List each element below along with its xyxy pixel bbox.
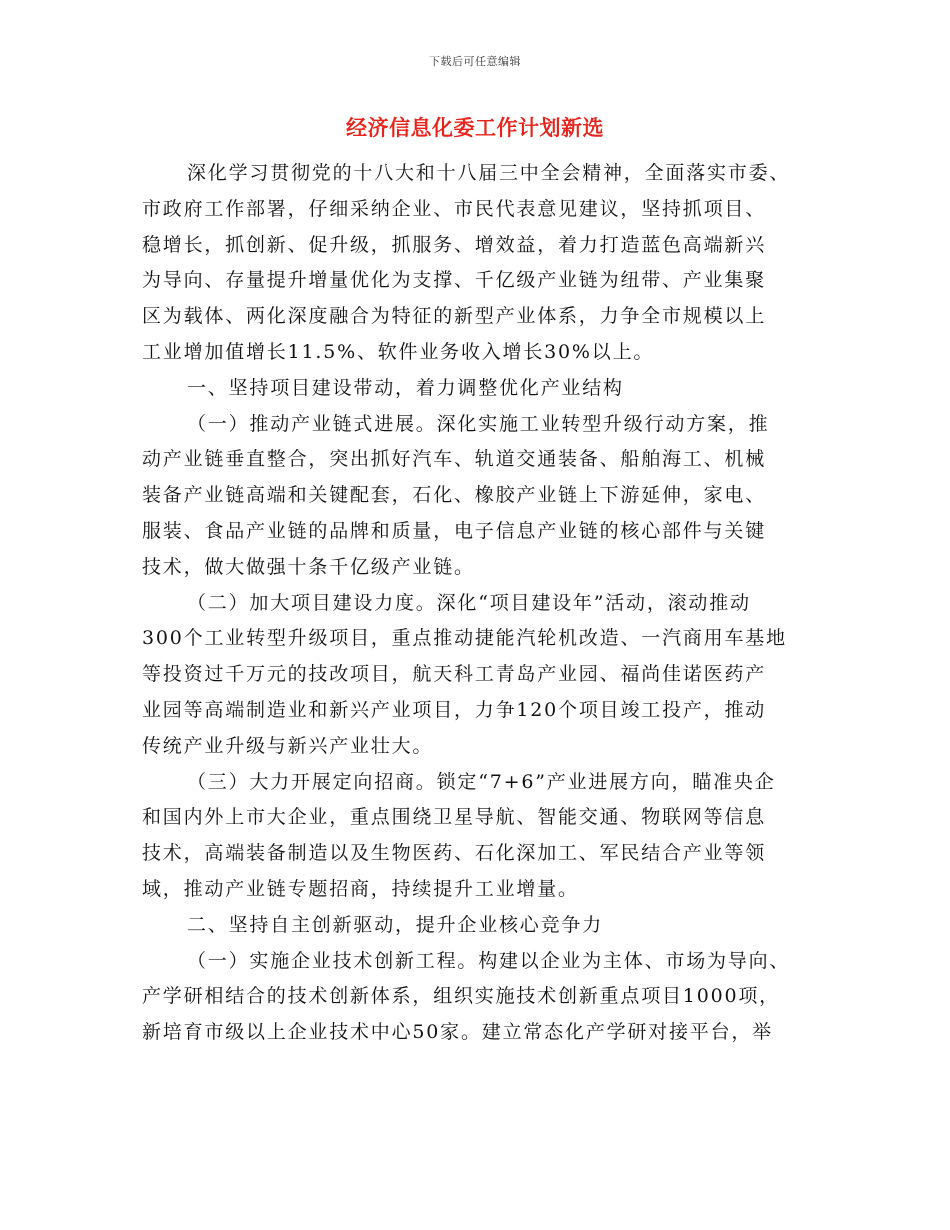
text-line: （二）加大项目建设力度。深化“项目建设年”活动，滚动推动 bbox=[187, 591, 751, 614]
text-line: （一）推动产业链式进展。深化实施工业转型升级行动方案，推 bbox=[187, 412, 770, 435]
text-line: 技术，做大做强十条千亿级产业链。 bbox=[142, 555, 475, 578]
text-line: 工业增加值增长11.5%、软件业务收入增长30%以上。 bbox=[142, 340, 655, 363]
text-line: 深化学习贯彻党的十八大和十八届三中全会精神，全面落实市委、 bbox=[187, 162, 791, 184]
text-line: 产学研相结合的技术创新体系，组织实施技术创新重点项目1000项， bbox=[142, 985, 780, 1008]
text-line: （一）实施企业技术创新工程。构建以企业为主体、市场为导向、 bbox=[187, 949, 791, 972]
text-line: 服装、食品产业链的品牌和质量，电子信息产业链的核心部件与关键 bbox=[142, 519, 767, 542]
text-line: 稳增长，抓创新、促升级，抓服务、增效益，着力打造蓝色高端新兴 bbox=[142, 233, 767, 256]
document-body bbox=[142, 156, 814, 1051]
text-line: 传统产业升级与新兴产业壮大。 bbox=[142, 734, 434, 757]
text-line: 区为载体、两化深度融合为特征的新型产业体系，力争全市规模以上 bbox=[142, 305, 767, 328]
document-title: 经济信息化委工作计划新选 bbox=[346, 116, 604, 140]
text-line: 二、坚持自主创新驱动，提升企业核心竞争力 bbox=[187, 913, 604, 936]
text-line: 动产业链垂直整合，突出抓好汽车、轨道交通装备、船舶海工、机械 bbox=[142, 448, 767, 471]
text-line: 装备产业链高端和关键配套，石化、橡胶产业链上下游延伸，家电、 bbox=[142, 484, 767, 507]
page-header: 下载后可任意编辑 bbox=[429, 55, 521, 68]
text-line: 域，推动产业链专题招商，持续提升工业增量。 bbox=[142, 877, 579, 900]
text-line: 一、坚持项目建设带动，着力调整优化产业结构 bbox=[187, 376, 624, 399]
text-line: 300个工业转型升级项目，重点推动捷能汽轮机改造、一汽商用车基地 bbox=[142, 627, 787, 650]
text-line: 技术，高端装备制造以及生物医药、石化深加工、军民结合产业等领 bbox=[142, 842, 767, 865]
text-line: （三）大力开展定向招商。锁定“7+6”产业进展方向，瞄准央企 bbox=[187, 770, 776, 793]
text-line: 市政府工作部署，仔细采纳企业、市民代表意见建议，坚持抓项目、 bbox=[142, 197, 767, 220]
text-line: 为导向、存量提升增量优化为支撑、千亿级产业链为纽带、产业集聚 bbox=[142, 269, 767, 292]
text-line: 等投资过千万元的技改项目，航天科工青岛产业园、福尚佳诺医药产 bbox=[142, 663, 767, 686]
text-line: 和国内外上市大企业，重点围绕卫星导航、智能交通、物联网等信息 bbox=[142, 806, 767, 829]
text-line: 新培育市级以上企业技术中心50家。建立常态化产学研对接平台，举 bbox=[142, 1021, 773, 1044]
text-line: 业园等高端制造业和新兴产业项目，力争120个项目竣工投产，推动 bbox=[142, 698, 767, 721]
